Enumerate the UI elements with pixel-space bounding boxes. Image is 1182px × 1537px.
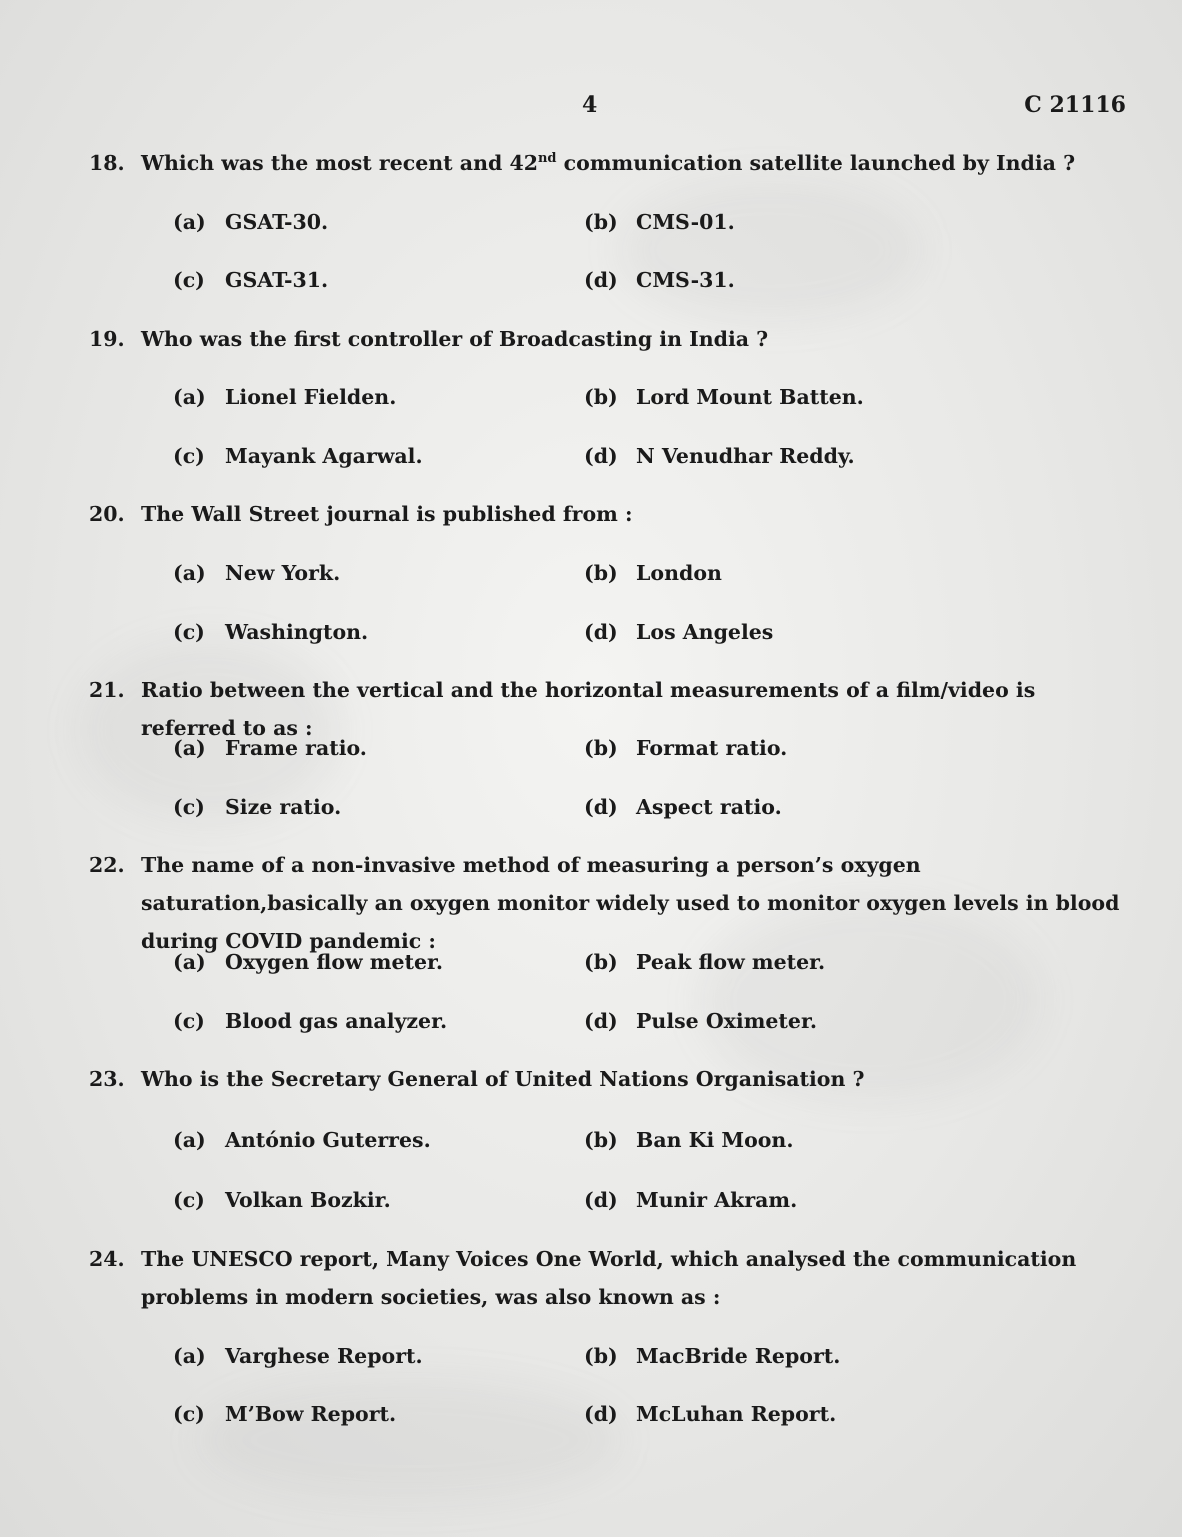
question-number: 19. [89, 327, 125, 351]
question-number: 23. [89, 1067, 125, 1091]
question-22 [89, 846, 1129, 960]
option-b: (b) CMS-01. [584, 210, 735, 234]
question-number: 22. [89, 853, 125, 877]
question-number: 21. [89, 678, 125, 702]
option-d: (d) Pulse Oximeter. [584, 1009, 817, 1033]
option-a: (a) António Guterres. [173, 1128, 431, 1152]
background-texture [620, 180, 920, 320]
option-d: (d) N Venudhar Reddy. [584, 444, 855, 468]
option-b: (b) MacBride Report. [584, 1344, 841, 1368]
option-c: (c) GSAT-31. [173, 268, 329, 292]
option-c: (c) M’Bow Report. [173, 1402, 397, 1426]
page-number: 4 [582, 92, 598, 118]
option-c: (c) Mayank Agarwal. [173, 444, 423, 468]
question-text: The Wall Street journal is published from : [141, 502, 633, 526]
question-text: The UNESCO report, Many Voices One World, which analysed the communication problems in modern societies, was also known as : [141, 1247, 1077, 1309]
question-19 [89, 320, 1129, 358]
option-d: (d) CMS-31. [584, 268, 735, 292]
option-b: (b) Ban Ki Moon. [584, 1128, 794, 1152]
option-c: (c) Volkan Bozkir. [173, 1188, 391, 1212]
option-b: (b) Lord Mount Batten. [584, 385, 864, 409]
question-24 [89, 1240, 1129, 1316]
superscript: nd [537, 151, 557, 167]
option-a: (a) Lionel Fielden. [173, 385, 397, 409]
option-b: (b) London [584, 561, 722, 585]
option-d: (d) Munir Akram. [584, 1188, 798, 1212]
question-18 [89, 144, 1129, 182]
question-text: Which was the most recent and 42nd communication satellite launched by India ? [141, 151, 1076, 175]
question-text: Ratio between the vertical and the horizontal measurements of a film/video is referred to as : [141, 678, 1036, 740]
question-number: 20. [89, 502, 125, 526]
question-text: Who is the Secretary General of United Nations Organisation ? [141, 1067, 865, 1091]
option-d: (d) Aspect ratio. [584, 795, 782, 819]
option-c: (c) Size ratio. [173, 795, 342, 819]
question-number: 24. [89, 1247, 125, 1271]
question-23 [89, 1060, 1129, 1098]
option-b: (b) Peak flow meter. [584, 950, 826, 974]
question-text: Who was the first controller of Broadcasting in India ? [141, 327, 769, 351]
option-a: (a) Frame ratio. [173, 736, 367, 760]
option-a: (a) Oxygen flow meter. [173, 950, 444, 974]
question-20 [89, 495, 1129, 533]
option-a: (a) Varghese Report. [173, 1344, 423, 1368]
question-text: The name of a non-invasive method of measuring a person’s oxygen saturation,basically an oxygen monitor widely used to monitor oxygen levels in blood during COVID pandemic : [141, 853, 1120, 953]
option-d: (d) McLuhan Report. [584, 1402, 837, 1426]
option-a: (a) New York. [173, 561, 341, 585]
paper-code: C 21116 [1024, 92, 1126, 118]
option-d: (d) Los Angeles [584, 620, 774, 644]
option-b: (b) Format ratio. [584, 736, 788, 760]
background-texture [200, 1380, 620, 1500]
option-a: (a) GSAT-30. [173, 210, 329, 234]
option-c: (c) Blood gas analyzer. [173, 1009, 448, 1033]
option-c: (c) Washington. [173, 620, 369, 644]
question-number: 18. [89, 151, 125, 175]
